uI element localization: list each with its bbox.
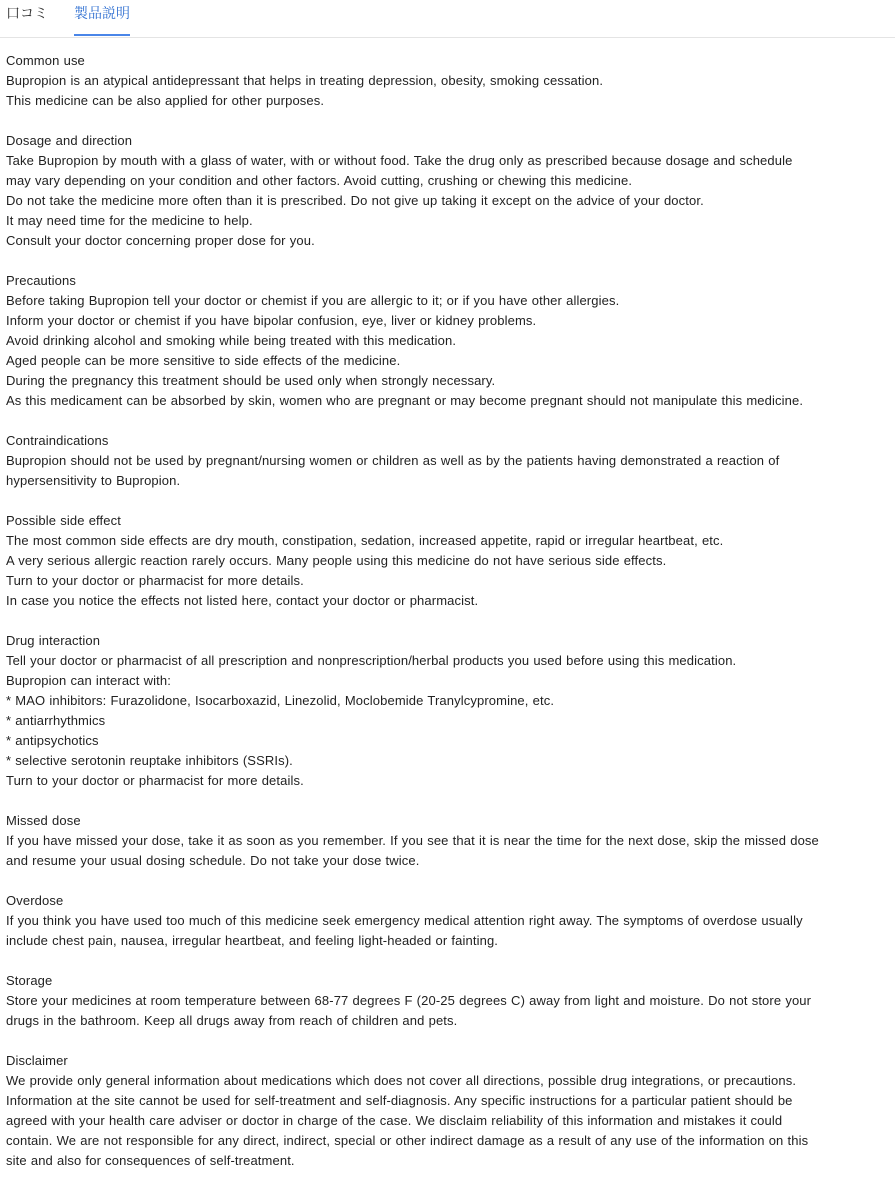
- text-line: Tell your doctor or pharmacist of all prescription and nonprescription/herbal products you used before using this medication.: [6, 653, 737, 668]
- section-heading: Missed dose: [6, 813, 81, 828]
- list-item: * antipsychotics: [6, 733, 99, 748]
- section-heading: Drug interaction: [6, 633, 101, 648]
- section-heading: Storage: [6, 973, 53, 988]
- section-missed-dose: [6, 811, 894, 871]
- text-line: Inform your doctor or chemist if you have bipolar confusion, eye, liver or kidney problems.: [6, 313, 537, 328]
- section-heading: Common use: [6, 53, 85, 68]
- text-line: In case you notice the effects not listed here, contact your doctor or pharmacist.: [6, 593, 479, 608]
- section-common-use: [6, 51, 894, 111]
- tab-reviews[interactable]: 口コミ: [6, 5, 48, 21]
- section-heading: Overdose: [6, 893, 64, 908]
- section-dosage-and-direction: [6, 131, 894, 251]
- text-line: Consult your doctor concerning proper dose for you.: [6, 233, 315, 248]
- text-line: If you have missed your dose, take it as soon as you remember. If you see that it is near the time for the next dose, skip the missed dose: [6, 833, 819, 848]
- text-line: Turn to your doctor or pharmacist for more details.: [6, 573, 304, 588]
- section-overdose: [6, 891, 894, 951]
- section-heading: Disclaimer: [6, 1053, 68, 1068]
- text-line: Aged people can be more sensitive to side effects of the medicine.: [6, 353, 401, 368]
- text-line: agreed with your health care adviser or doctor in charge of the case. We disclaim reliability of this information and mistakes it could: [6, 1113, 783, 1128]
- section-storage: [6, 971, 894, 1031]
- text-line: The most common side effects are dry mouth, constipation, sedation, increased appetite, rapid or irregular heartbeat, etc.: [6, 533, 724, 548]
- text-line: This medicine can be also applied for other purposes.: [6, 93, 325, 108]
- text-line: Turn to your doctor or pharmacist for more details.: [6, 773, 304, 788]
- tab-bar: [0, 0, 895, 38]
- section-disclaimer: [6, 1051, 894, 1171]
- section-contraindications: [6, 431, 894, 491]
- text-line: and resume your usual dosing schedule. Do not take your dose twice.: [6, 853, 420, 868]
- section-heading: Possible side effect: [6, 513, 121, 528]
- list-item: * MAO inhibitors: Furazolidone, Isocarboxazid, Linezolid, Moclobemide Tranylcypromine, etc.: [6, 693, 555, 708]
- text-line: If you think you have used too much of this medicine seek emergency medical attention right away. The symptoms of overdose usually: [6, 913, 803, 928]
- text-line: Take Bupropion by mouth with a glass of water, with or without food. Take the drug only as prescribed because dosage and schedule: [6, 153, 793, 168]
- list-item: * selective serotonin reuptake inhibitors (SSRIs).: [6, 753, 293, 768]
- text-line: Store your medicines at room temperature between 68-77 degrees F (20-25 degrees C) away from light and moisture. Do not store your: [6, 993, 812, 1008]
- text-line: As this medicament can be absorbed by skin, women who are pregnant or may become pregnant should not manipulate this medicine.: [6, 393, 804, 408]
- section-heading: Contraindications: [6, 433, 109, 448]
- section-precautions: [6, 271, 894, 411]
- text-line: drugs in the bathroom. Keep all drugs away from reach of children and pets.: [6, 1013, 458, 1028]
- text-line: Avoid drinking alcohol and smoking while being treated with this medication.: [6, 333, 457, 348]
- text-line: Bupropion can interact with:: [6, 673, 171, 688]
- text-line: include chest pain, nausea, irregular heartbeat, and feeling light-headed or fainting.: [6, 933, 499, 948]
- text-line: contain. We are not responsible for any direct, indirect, special or other indirect damage as a result of any use of the information on this: [6, 1133, 809, 1148]
- section-possible-side-effect: [6, 511, 894, 611]
- tab-product-description[interactable]: 製品説明: [74, 0, 130, 36]
- text-line: hypersensitivity to Bupropion.: [6, 473, 181, 488]
- text-line: It may need time for the medicine to help.: [6, 213, 253, 228]
- text-line: site and also for consequences of self-treatment.: [6, 1153, 295, 1168]
- text-line: Before taking Bupropion tell your doctor or chemist if you are allergic to it; or if you have other allergies.: [6, 293, 620, 308]
- text-line: Do not take the medicine more often than it is prescribed. Do not give up taking it except on the advice of your doctor.: [6, 193, 704, 208]
- text-line: Bupropion is an atypical antidepressant that helps in treating depression, obesity, smoking cessation.: [6, 73, 604, 88]
- text-line: We provide only general information about medications which does not cover all directions, possible drug integrations, or precautions.: [6, 1073, 797, 1088]
- text-line: Bupropion should not be used by pregnant/nursing women or children as well as by the patients having demonstrated a reaction of: [6, 453, 780, 468]
- text-line: Information at the site cannot be used for self-treatment and self-diagnosis. Any specific instructions for a particular patient should be: [6, 1093, 793, 1108]
- section-heading: Precautions: [6, 273, 76, 288]
- text-line: During the pregnancy this treatment should be used only when strongly necessary.: [6, 373, 496, 388]
- text-line: may vary depending on your condition and other factors. Avoid cutting, crushing or chewing this medicine.: [6, 173, 633, 188]
- text-line: A very serious allergic reaction rarely occurs. Many people using this medicine do not have serious side effects.: [6, 553, 667, 568]
- section-heading: Dosage and direction: [6, 133, 133, 148]
- section-drug-interaction: [6, 631, 894, 791]
- product-description-content: [6, 51, 894, 1191]
- list-item: * antiarrhythmics: [6, 713, 106, 728]
